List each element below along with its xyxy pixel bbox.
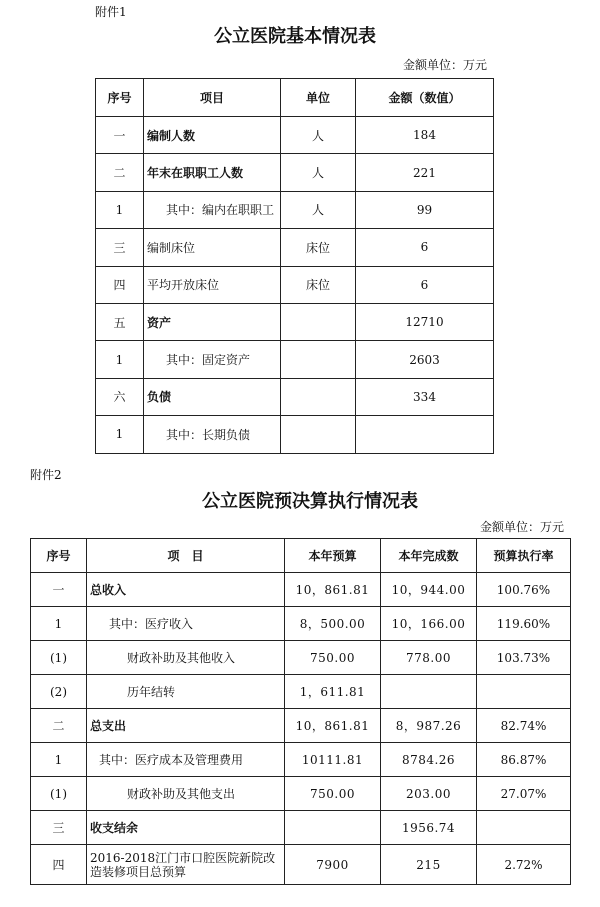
row-rate: 82.74% [477,709,571,743]
row-no: 三 [96,229,144,266]
row-rate: 103.73% [477,641,571,675]
row-budget: 8，500.00 [285,607,381,641]
row-unit [281,378,356,415]
attachment-1-label: 附件1 [95,5,127,19]
basic-info-table [95,78,494,454]
table-2-unit: 金额单位：万元 [480,520,565,534]
row-no: 1 [96,341,144,378]
row-actual: 8，987.26 [381,709,477,743]
header-no: 序号 [96,79,144,117]
row-unit: 床位 [281,266,356,303]
row-budget: 10，861.81 [285,709,381,743]
table-row [96,341,494,378]
row-actual: 203.00 [381,777,477,811]
row-budget: 10111.81 [285,743,381,777]
row-value: 334 [356,378,494,415]
row-no: 五 [96,303,144,340]
row-item: 其中：医疗成本及管理费用 [87,743,285,777]
header-unit: 单位 [281,79,356,117]
row-budget: 7900 [285,845,381,885]
table-header-row [31,539,571,573]
row-actual [381,675,477,709]
row-item: 其中：编内在职职工 [144,191,281,228]
row-budget: 10，861.81 [285,573,381,607]
row-budget: 750.00 [285,777,381,811]
row-rate: 86.87% [477,743,571,777]
header-item: 项目 [144,79,281,117]
row-actual: 10，944.00 [381,573,477,607]
table-row [31,743,571,777]
table-header-row [96,79,494,117]
row-item: 收支结余 [87,811,285,845]
row-item: 平均开放床位 [144,266,281,303]
table-row [31,641,571,675]
row-budget: 750.00 [285,641,381,675]
table-row [96,378,494,415]
row-item: 负债 [144,378,281,415]
row-no: 1 [31,743,87,777]
row-no: 二 [96,154,144,191]
row-no: (2) [31,675,87,709]
table-2-title: 公立医院预决算执行情况表 [202,491,418,512]
table-1-unit: 金额单位：万元 [403,58,488,72]
row-rate: 119.60% [477,607,571,641]
row-no: 1 [96,191,144,228]
row-unit: 床位 [281,229,356,266]
row-unit [281,303,356,340]
row-no: (1) [31,777,87,811]
table-row [31,811,571,845]
row-unit [281,416,356,453]
row-value: 184 [356,117,494,154]
row-no: 1 [96,416,144,453]
row-rate: 27.07% [477,777,571,811]
row-no: 二 [31,709,87,743]
row-unit [281,341,356,378]
table-row [96,117,494,154]
row-value: 2603 [356,341,494,378]
header-budget: 本年预算 [285,539,381,573]
table-row [31,845,571,885]
table-row [96,303,494,340]
row-budget: 1，611.81 [285,675,381,709]
table-row [96,416,494,453]
row-item: 其中：长期负债 [144,416,281,453]
header-actual: 本年完成数 [381,539,477,573]
row-item: 总收入 [87,573,285,607]
header-value: 金额（数值） [356,79,494,117]
budget-execution-table [30,538,571,885]
row-item: 其中：固定资产 [144,341,281,378]
row-no: 一 [31,573,87,607]
row-actual: 10，166.00 [381,607,477,641]
table-row [31,607,571,641]
attachment-2-label: 附件2 [30,468,62,482]
table-row [96,154,494,191]
row-item: 财政补助及其他收入 [87,641,285,675]
table-row [31,675,571,709]
table-row [96,266,494,303]
row-item: 总支出 [87,709,285,743]
row-value: 221 [356,154,494,191]
table-row [96,191,494,228]
row-actual: 1956.74 [381,811,477,845]
row-item: 财政补助及其他支出 [87,777,285,811]
row-unit: 人 [281,154,356,191]
row-item: 编制床位 [144,229,281,266]
table-row [31,573,571,607]
row-item: 年末在职职工人数 [144,154,281,191]
header-item: 项 目 [87,539,285,573]
table-row [31,777,571,811]
table-row [96,229,494,266]
header-no: 序号 [31,539,87,573]
row-no: 四 [31,845,87,885]
row-value: 99 [356,191,494,228]
row-item: 2016-2018江门市口腔医院新院改造装修项目总预算 [87,845,285,885]
row-no: 一 [96,117,144,154]
row-actual: 778.00 [381,641,477,675]
row-budget [285,811,381,845]
row-no: 1 [31,607,87,641]
row-item: 编制人数 [144,117,281,154]
row-rate [477,811,571,845]
row-actual: 215 [381,845,477,885]
row-rate: 2.72% [477,845,571,885]
row-value: 6 [356,229,494,266]
row-value: 12710 [356,303,494,340]
table-1-title: 公立医院基本情况表 [214,26,376,47]
row-item: 历年结转 [87,675,285,709]
row-value [356,416,494,453]
row-unit: 人 [281,117,356,154]
row-actual: 8784.26 [381,743,477,777]
row-no: 三 [31,811,87,845]
table-row [31,709,571,743]
row-unit: 人 [281,191,356,228]
row-rate: 100.76% [477,573,571,607]
row-item: 资产 [144,303,281,340]
row-no: 六 [96,378,144,415]
row-no: 四 [96,266,144,303]
row-rate [477,675,571,709]
row-value: 6 [356,266,494,303]
header-rate: 预算执行率 [477,539,571,573]
row-no: (1) [31,641,87,675]
row-item: 其中：医疗收入 [87,607,285,641]
